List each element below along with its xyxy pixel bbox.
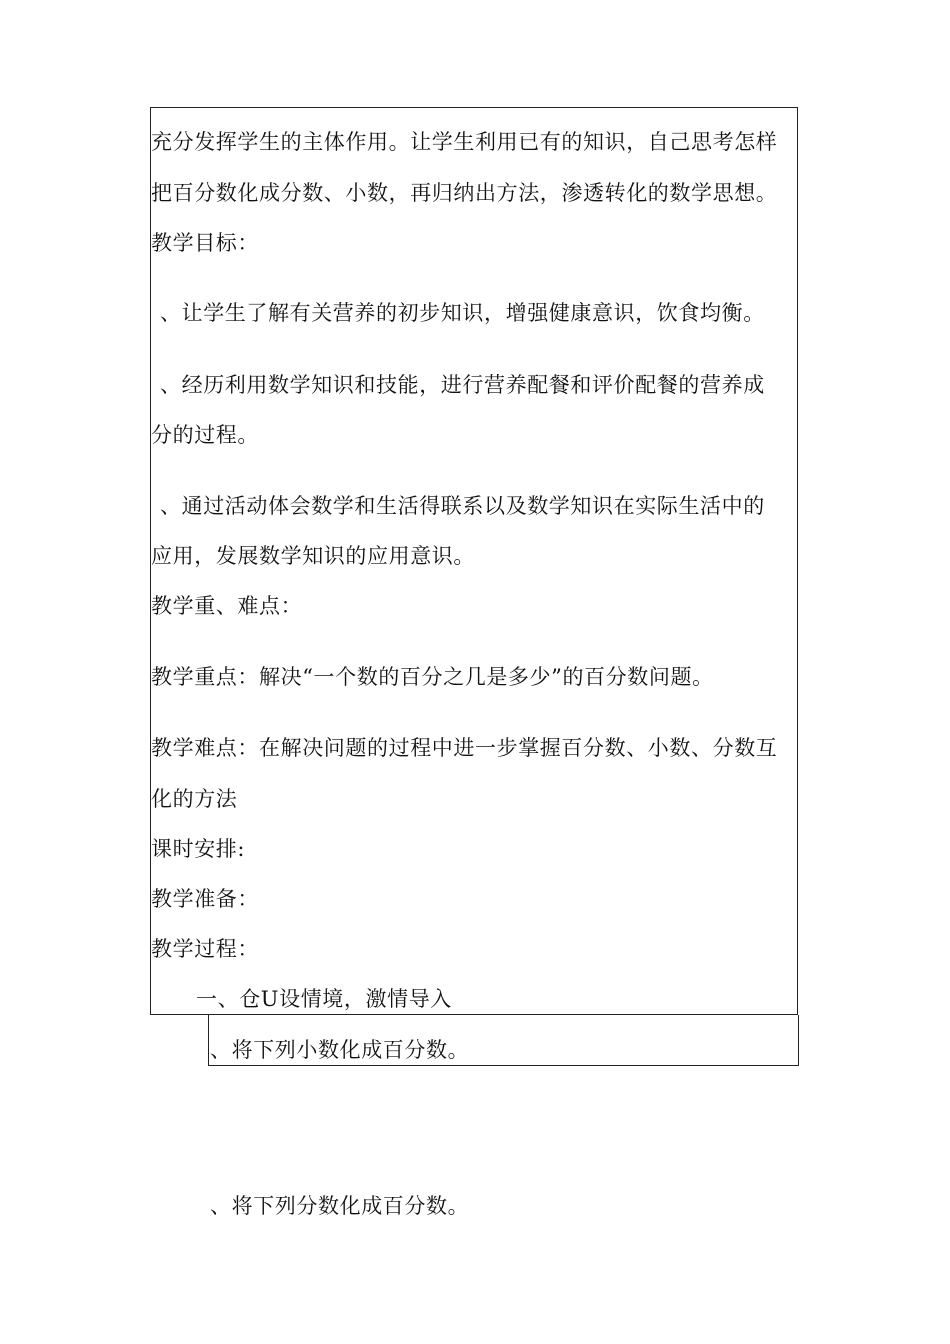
heading-teaching-goals: 教学目标： xyxy=(151,231,259,255)
heading-schedule: 课时安排: xyxy=(151,837,246,861)
goal-item-3: 、通过活动体会数学和生活得联系以及数学知识在实际生活中的 xyxy=(160,494,765,518)
goal-item-2-cont: 分的过程。 xyxy=(151,423,259,447)
heading-process: 教学过程： xyxy=(151,937,259,961)
exercise-1: 、将下列小数化成百分数。 xyxy=(210,1038,470,1062)
exercise-2: 、将下列分数化成百分数。 xyxy=(210,1194,470,1218)
text-line-2: 把百分数化成分数、小数，再归纳出方法，渗透转化的数学思想。 xyxy=(151,181,778,205)
key-point: 教学重点：解决“一个数的百分之几是多少”的百分数问题。 xyxy=(151,665,714,689)
goal-item-3-cont: 应用，发展数学知识的应用意识。 xyxy=(151,544,475,568)
difficult-point: 教学难点：在解决问题的过程中进一步掌握百分数、小数、分数互 xyxy=(151,736,778,760)
difficult-point-cont: 化的方法 xyxy=(151,787,238,811)
goal-item-1: 、让学生了解有关营养的初步知识，增强健康意识，饮食均衡。 xyxy=(160,301,765,325)
heading-preparation: 教学准备： xyxy=(151,887,259,911)
heading-key-difficult-points: 教学重、难点： xyxy=(151,594,303,618)
text-line-1: 充分发挥学生的主体作用。让学生利用已有的知识，自己思考怎样 xyxy=(151,130,778,154)
goal-item-2: 、经历利用数学知识和技能，进行营养配餐和评价配餐的营养成 xyxy=(160,373,765,397)
section-one-title: 一、仓U设情境，激情导入 xyxy=(196,987,452,1011)
